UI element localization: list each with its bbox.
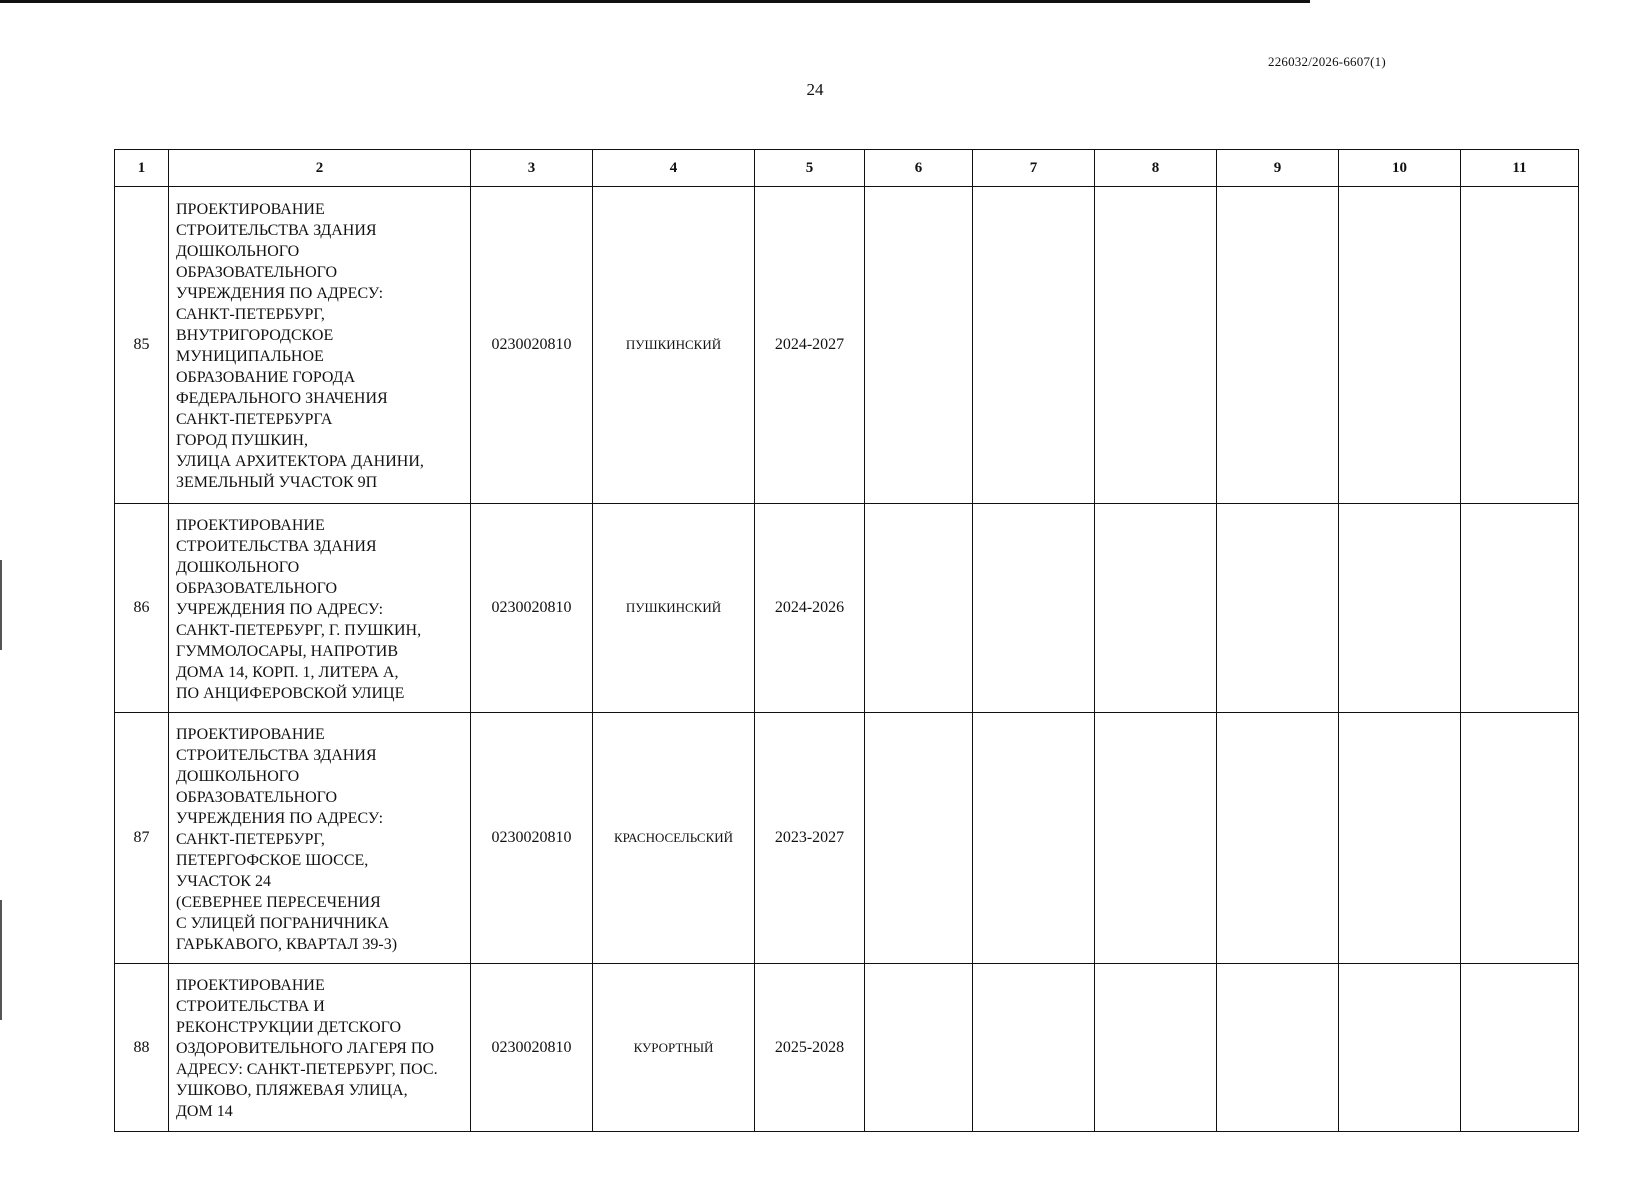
column-header: 10 [1339, 150, 1461, 187]
row-number: 85 [115, 187, 169, 504]
period: 2023-2027 [755, 713, 865, 964]
table-row [115, 187, 1579, 504]
cell-col-11 [1461, 713, 1579, 964]
cell-col-9 [1217, 964, 1339, 1132]
left-scan-edge [0, 560, 2, 650]
district: ПУШКИНСКИЙ [593, 504, 755, 713]
cell-col-11 [1461, 187, 1579, 504]
table-row [115, 713, 1579, 964]
column-header: 8 [1095, 150, 1217, 187]
column-header: 1 [115, 150, 169, 187]
cell-col-8 [1095, 504, 1217, 713]
object-name: ПРОЕКТИРОВАНИЕ СТРОИТЕЛЬСТВА ЗДАНИЯ ДОШКОЛЬНОГО ОБРАЗОВАТЕЛЬНОГО УЧРЕЖДЕНИЯ ПО АДРЕСУ: САНКТ-ПЕТЕРБУРГ, ПЕТЕРГОФСКОЕ ШОССЕ, УЧАСТОК 24 (СЕВЕРНЕЕ ПЕРЕСЕЧЕНИЯ С УЛИЦЕЙ ПОГРАНИЧНИКА ГАРЬКАВОГО, КВАРТАЛ 39-3) [169, 713, 471, 964]
cell-col-10 [1339, 713, 1461, 964]
column-header: 2 [169, 150, 471, 187]
cell-col-9 [1217, 713, 1339, 964]
table-row [115, 964, 1579, 1132]
object-name: ПРОЕКТИРОВАНИЕ СТРОИТЕЛЬСТВА И РЕКОНСТРУКЦИИ ДЕТСКОГО ОЗДОРОВИТЕЛЬНОГО ЛАГЕРЯ ПО АДРЕСУ: САНКТ-ПЕТЕРБУРГ, ПОС. УШКОВО, ПЛЯЖЕВАЯ УЛИЦА, ДОМ 14 [169, 964, 471, 1132]
column-header: 6 [865, 150, 973, 187]
cell-col-11 [1461, 964, 1579, 1132]
cell-col-8 [1095, 187, 1217, 504]
budget-code: 0230020810 [471, 504, 593, 713]
table-row [115, 504, 1579, 713]
cell-col-9 [1217, 504, 1339, 713]
cell-col-6 [865, 713, 973, 964]
cell-col-6 [865, 964, 973, 1132]
column-header: 11 [1461, 150, 1579, 187]
column-header: 4 [593, 150, 755, 187]
row-number: 86 [115, 504, 169, 713]
cell-col-6 [865, 187, 973, 504]
cell-col-11 [1461, 504, 1579, 713]
left-scan-edge [0, 900, 2, 1020]
projects-table [114, 149, 1579, 1132]
object-name: ПРОЕКТИРОВАНИЕ СТРОИТЕЛЬСТВА ЗДАНИЯ ДОШКОЛЬНОГО ОБРАЗОВАТЕЛЬНОГО УЧРЕЖДЕНИЯ ПО АДРЕСУ: САНКТ-ПЕТЕРБУРГ, ВНУТРИГОРОДСКОЕ МУНИЦИПАЛЬНОЕ ОБРАЗОВАНИЕ ГОРОДА ФЕДЕРАЛЬНОГО ЗНАЧЕНИЯ САНКТ-ПЕТЕРБУРГА ГОРОД ПУШКИН, УЛИЦА АРХИТЕКТОРА ДАНИНИ, ЗЕМЕЛЬНЫЙ УЧАСТОК 9П [169, 187, 471, 504]
cell-col-10 [1339, 504, 1461, 713]
table-header-row [115, 150, 1579, 187]
budget-code: 0230020810 [471, 713, 593, 964]
column-header: 3 [471, 150, 593, 187]
district: КУРОРТНЫЙ [593, 964, 755, 1132]
cell-col-7 [973, 713, 1095, 964]
cell-col-7 [973, 504, 1095, 713]
cell-col-9 [1217, 187, 1339, 504]
budget-code: 0230020810 [471, 964, 593, 1132]
cell-col-6 [865, 504, 973, 713]
row-number: 87 [115, 713, 169, 964]
column-header: 9 [1217, 150, 1339, 187]
column-header: 7 [973, 150, 1095, 187]
row-number: 88 [115, 964, 169, 1132]
budget-code: 0230020810 [471, 187, 593, 504]
cell-col-10 [1339, 964, 1461, 1132]
period: 2025-2028 [755, 964, 865, 1132]
district: ПУШКИНСКИЙ [593, 187, 755, 504]
top-scan-border [0, 0, 1310, 3]
cell-col-10 [1339, 187, 1461, 504]
cell-col-7 [973, 187, 1095, 504]
document-registration-number: 226032/2026-6607(1) [1268, 54, 1386, 69]
object-name: ПРОЕКТИРОВАНИЕ СТРОИТЕЛЬСТВА ЗДАНИЯ ДОШКОЛЬНОГО ОБРАЗОВАТЕЛЬНОГО УЧРЕЖДЕНИЯ ПО АДРЕСУ: САНКТ-ПЕТЕРБУРГ, Г. ПУШКИН, ГУММОЛОСАРЫ, НАПРОТИВ ДОМА 14, КОРП. 1, ЛИТЕРА А, ПО АНЦИФЕРОВСКОЙ УЛИЦЕ [169, 504, 471, 713]
page-number: 24 [806, 80, 824, 99]
cell-col-8 [1095, 713, 1217, 964]
cell-col-8 [1095, 964, 1217, 1132]
period: 2024-2026 [755, 504, 865, 713]
cell-col-7 [973, 964, 1095, 1132]
column-header: 5 [755, 150, 865, 187]
district: КРАСНОСЕЛЬСКИЙ [593, 713, 755, 964]
period: 2024-2027 [755, 187, 865, 504]
